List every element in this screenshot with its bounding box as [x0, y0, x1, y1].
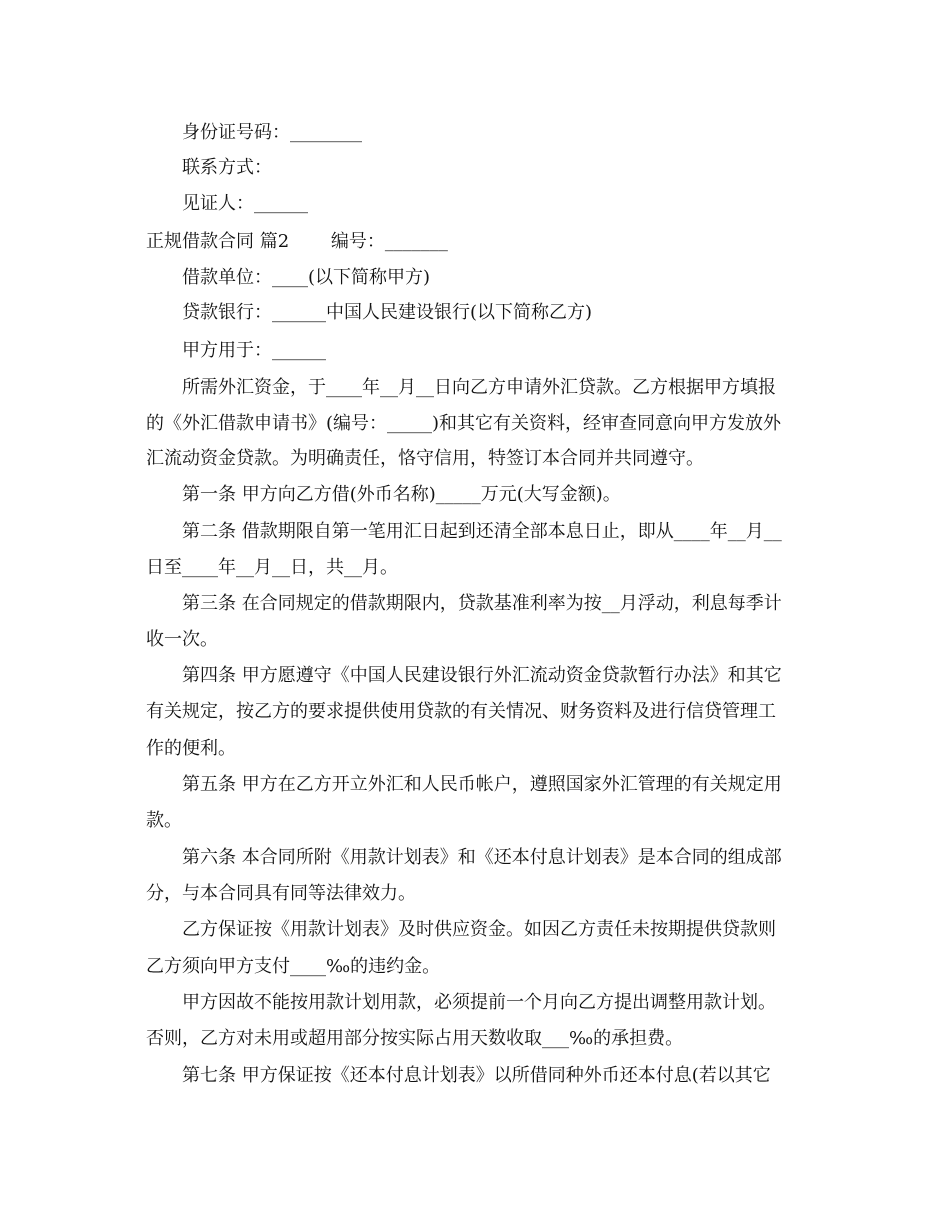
article-2-line: 日至____年__月__日，共__月。: [146, 557, 398, 578]
article-1-line: 第一条 甲方向乙方借(外币名称)_____万元(大写金额)。: [182, 484, 621, 505]
contact-line: 联系方式：: [182, 157, 272, 178]
paragraph-line: 乙方保证按《用款计划表》及时供应资金。如因乙方责任未按期提供贷款则: [182, 919, 776, 940]
paragraph-line: 汇流动资金贷款。为明确责任，恪守信用，特签订本合同并共同遵守。: [146, 448, 704, 469]
article-6-line: 第六条 本合同所附《用款计划表》和《还本付息计划表》是本合同的组成部: [182, 847, 782, 868]
article-3-line: 收一次。: [146, 629, 218, 650]
paragraph-line: 否则，乙方对未用或超用部分按实际占用天数收取___‰的承担费。: [146, 1028, 684, 1049]
article-2-line: 第二条 借款期限自第一笔用汇日起到还清全部本息日止，即从____年__月__: [182, 521, 782, 542]
paragraph-line: 甲方因故不能按用款计划用款，必须提前一个月向乙方提出调整用款计划。: [182, 992, 776, 1013]
article-4-line: 有关规定，按乙方的要求提供使用贷款的有关情况、财务资料及进行信贷管理工: [146, 701, 776, 722]
article-5-line: 款。: [146, 810, 182, 831]
purpose-line: 甲方用于：______: [182, 340, 326, 361]
article-4-line: 第四条 甲方愿遵守《中国人民建设银行外汇流动资金贷款暂行办法》和其它: [182, 665, 782, 686]
contract-heading: 正规借款合同 篇2 编号：_______: [146, 231, 448, 252]
article-5-line: 第五条 甲方在乙方开立外汇和人民币帐户，遵照国家外汇管理的有关规定用: [182, 774, 782, 795]
borrower-line: 借款单位：____(以下简称甲方): [182, 267, 431, 288]
article-6-line: 分，与本合同具有同等法律效力。: [146, 883, 416, 904]
witness-line: 见证人：______: [182, 193, 308, 214]
article-3-line: 第三条 在合同规定的借款期限内，贷款基准利率为按__月浮动，利息每季计: [182, 593, 782, 614]
paragraph-line: 乙方须向甲方支付____‰的违约金。: [146, 956, 441, 977]
paragraph-line: 的《外汇借款申请书》(编号：_____)和其它有关资料，经审查同意向甲方发放外: [146, 413, 782, 434]
article-4-line: 作的便利。: [146, 738, 236, 759]
paragraph-line: 所需外汇资金，于____年__月__日向乙方申请外汇贷款。乙方根据甲方填报: [182, 377, 776, 398]
bank-line: 贷款银行：______中国人民建设银行(以下简称乙方): [182, 302, 593, 323]
id-number-line: 身份证号码：________: [182, 122, 362, 143]
article-7-line: 第七条 甲方保证按《还本付息计划表》以所借同种外币还本付息(若以其它: [182, 1065, 771, 1086]
